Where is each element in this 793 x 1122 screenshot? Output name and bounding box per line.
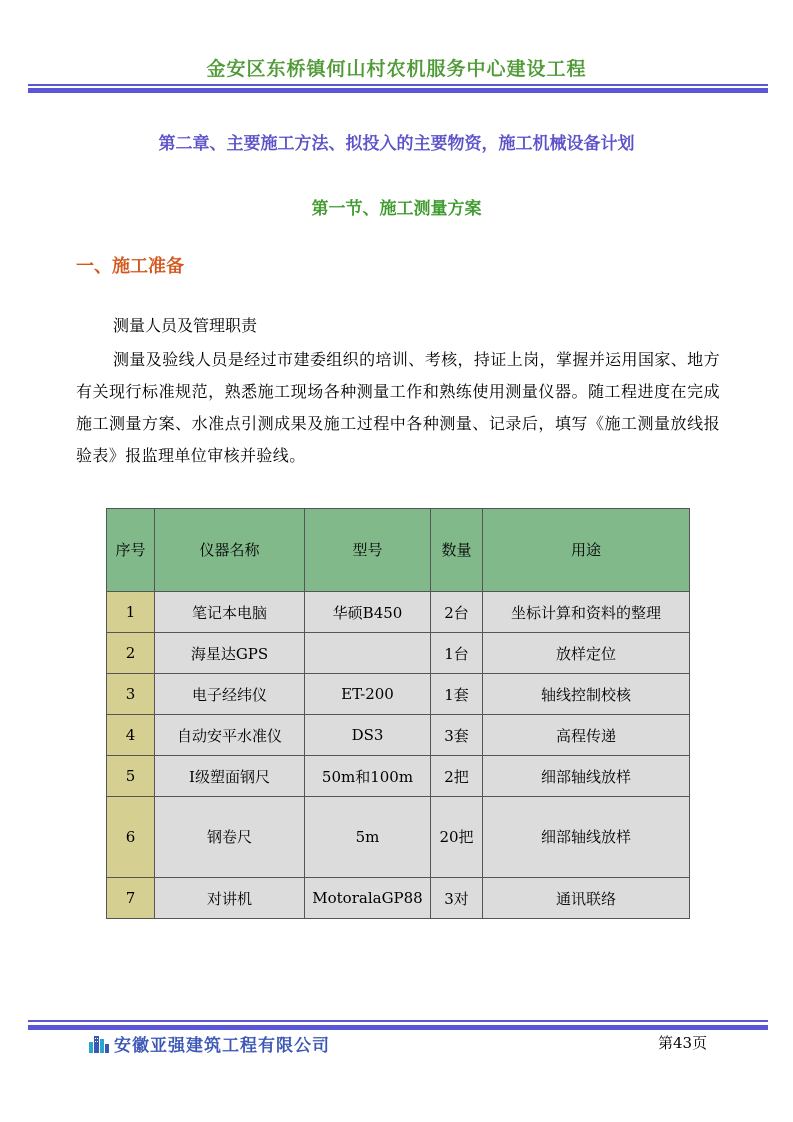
cell-index: 2	[107, 633, 155, 674]
cell-model: ET-200	[305, 674, 431, 715]
cell-index: 4	[107, 715, 155, 756]
cell-quantity: 3对	[431, 878, 483, 919]
cell-instrument: 海星达GPS	[155, 633, 305, 674]
cell-quantity: 1套	[431, 674, 483, 715]
equipment-table	[106, 508, 690, 919]
cell-quantity: 1台	[431, 633, 483, 674]
cell-index: 1	[107, 592, 155, 633]
cell-model: MotoralaGP88	[305, 878, 431, 919]
cell-index: 5	[107, 756, 155, 797]
cell-instrument: 笔记本电脑	[155, 592, 305, 633]
header-quantity: 数量	[431, 509, 483, 592]
table-row	[107, 756, 690, 797]
subheading: 一、施工准备	[76, 256, 184, 277]
footer-rule-thick	[28, 1025, 768, 1030]
footer-company-name: 安徽亚强建筑工程有限公司	[114, 1036, 330, 1056]
cell-model	[305, 633, 431, 674]
cell-model: 华硕B450	[305, 592, 431, 633]
header-purpose: 用途	[483, 509, 690, 592]
cell-quantity: 3套	[431, 715, 483, 756]
cell-quantity: 2把	[431, 756, 483, 797]
table-row	[107, 715, 690, 756]
building-logo-icon	[88, 1032, 110, 1054]
table-row	[107, 674, 690, 715]
cell-index: 6	[107, 797, 155, 878]
cell-model: 50m和100m	[305, 756, 431, 797]
cell-model: 5m	[305, 797, 431, 878]
cell-index: 7	[107, 878, 155, 919]
page-header-title: 金安区东桥镇何山村农机服务中心建设工程	[206, 58, 587, 80]
page-number: 第43页	[658, 1034, 708, 1052]
cell-purpose: 高程传递	[483, 715, 690, 756]
footer-rule-thin	[28, 1020, 768, 1022]
cell-purpose: 轴线控制校核	[483, 674, 690, 715]
paragraph-staff-duties: 测量人员及管理职责	[113, 316, 258, 335]
cell-purpose: 通讯联络	[483, 878, 690, 919]
header-index: 序号	[107, 509, 155, 592]
table-row	[107, 878, 690, 919]
chapter-title: 第二章、主要施工方法、拟投入的主要物资，施工机械设备计划	[158, 134, 635, 154]
cell-instrument: 对讲机	[155, 878, 305, 919]
table-header-row	[107, 509, 690, 592]
header-rule-thick	[28, 88, 768, 93]
section-title: 第一节、施工测量方案	[311, 199, 482, 219]
cell-instrument: 电子经纬仪	[155, 674, 305, 715]
cell-quantity: 20把	[431, 797, 483, 878]
header-model: 型号	[305, 509, 431, 592]
table-row	[107, 592, 690, 633]
header-rule-thin	[28, 84, 768, 86]
cell-quantity: 2台	[431, 592, 483, 633]
cell-instrument: 自动安平水准仪	[155, 715, 305, 756]
cell-instrument: Ⅰ级塑面钢尺	[155, 756, 305, 797]
table-row	[107, 633, 690, 674]
table-row	[107, 797, 690, 878]
cell-instrument: 钢卷尺	[155, 797, 305, 878]
paragraph-staff-requirements: 测量及验线人员是经过市建委组织的培训、考核，持证上岗，掌握并运用国家、地方有关现行标准规范，熟悉施工现场各种测量工作和熟练使用测量仪器。随工程进度在完成施工测量方案、水准点引测成果及施工过程中各种测量、记录后，填写《施工测量放线报验表》报监理单位审核并验线。	[76, 350, 720, 465]
cell-model: DS3	[305, 715, 431, 756]
cell-purpose: 细部轴线放样	[483, 756, 690, 797]
cell-purpose: 放样定位	[483, 633, 690, 674]
cell-index: 3	[107, 674, 155, 715]
cell-purpose: 坐标计算和资料的整理	[483, 592, 690, 633]
header-instrument-name: 仪器名称	[155, 509, 305, 592]
cell-purpose: 细部轴线放样	[483, 797, 690, 878]
